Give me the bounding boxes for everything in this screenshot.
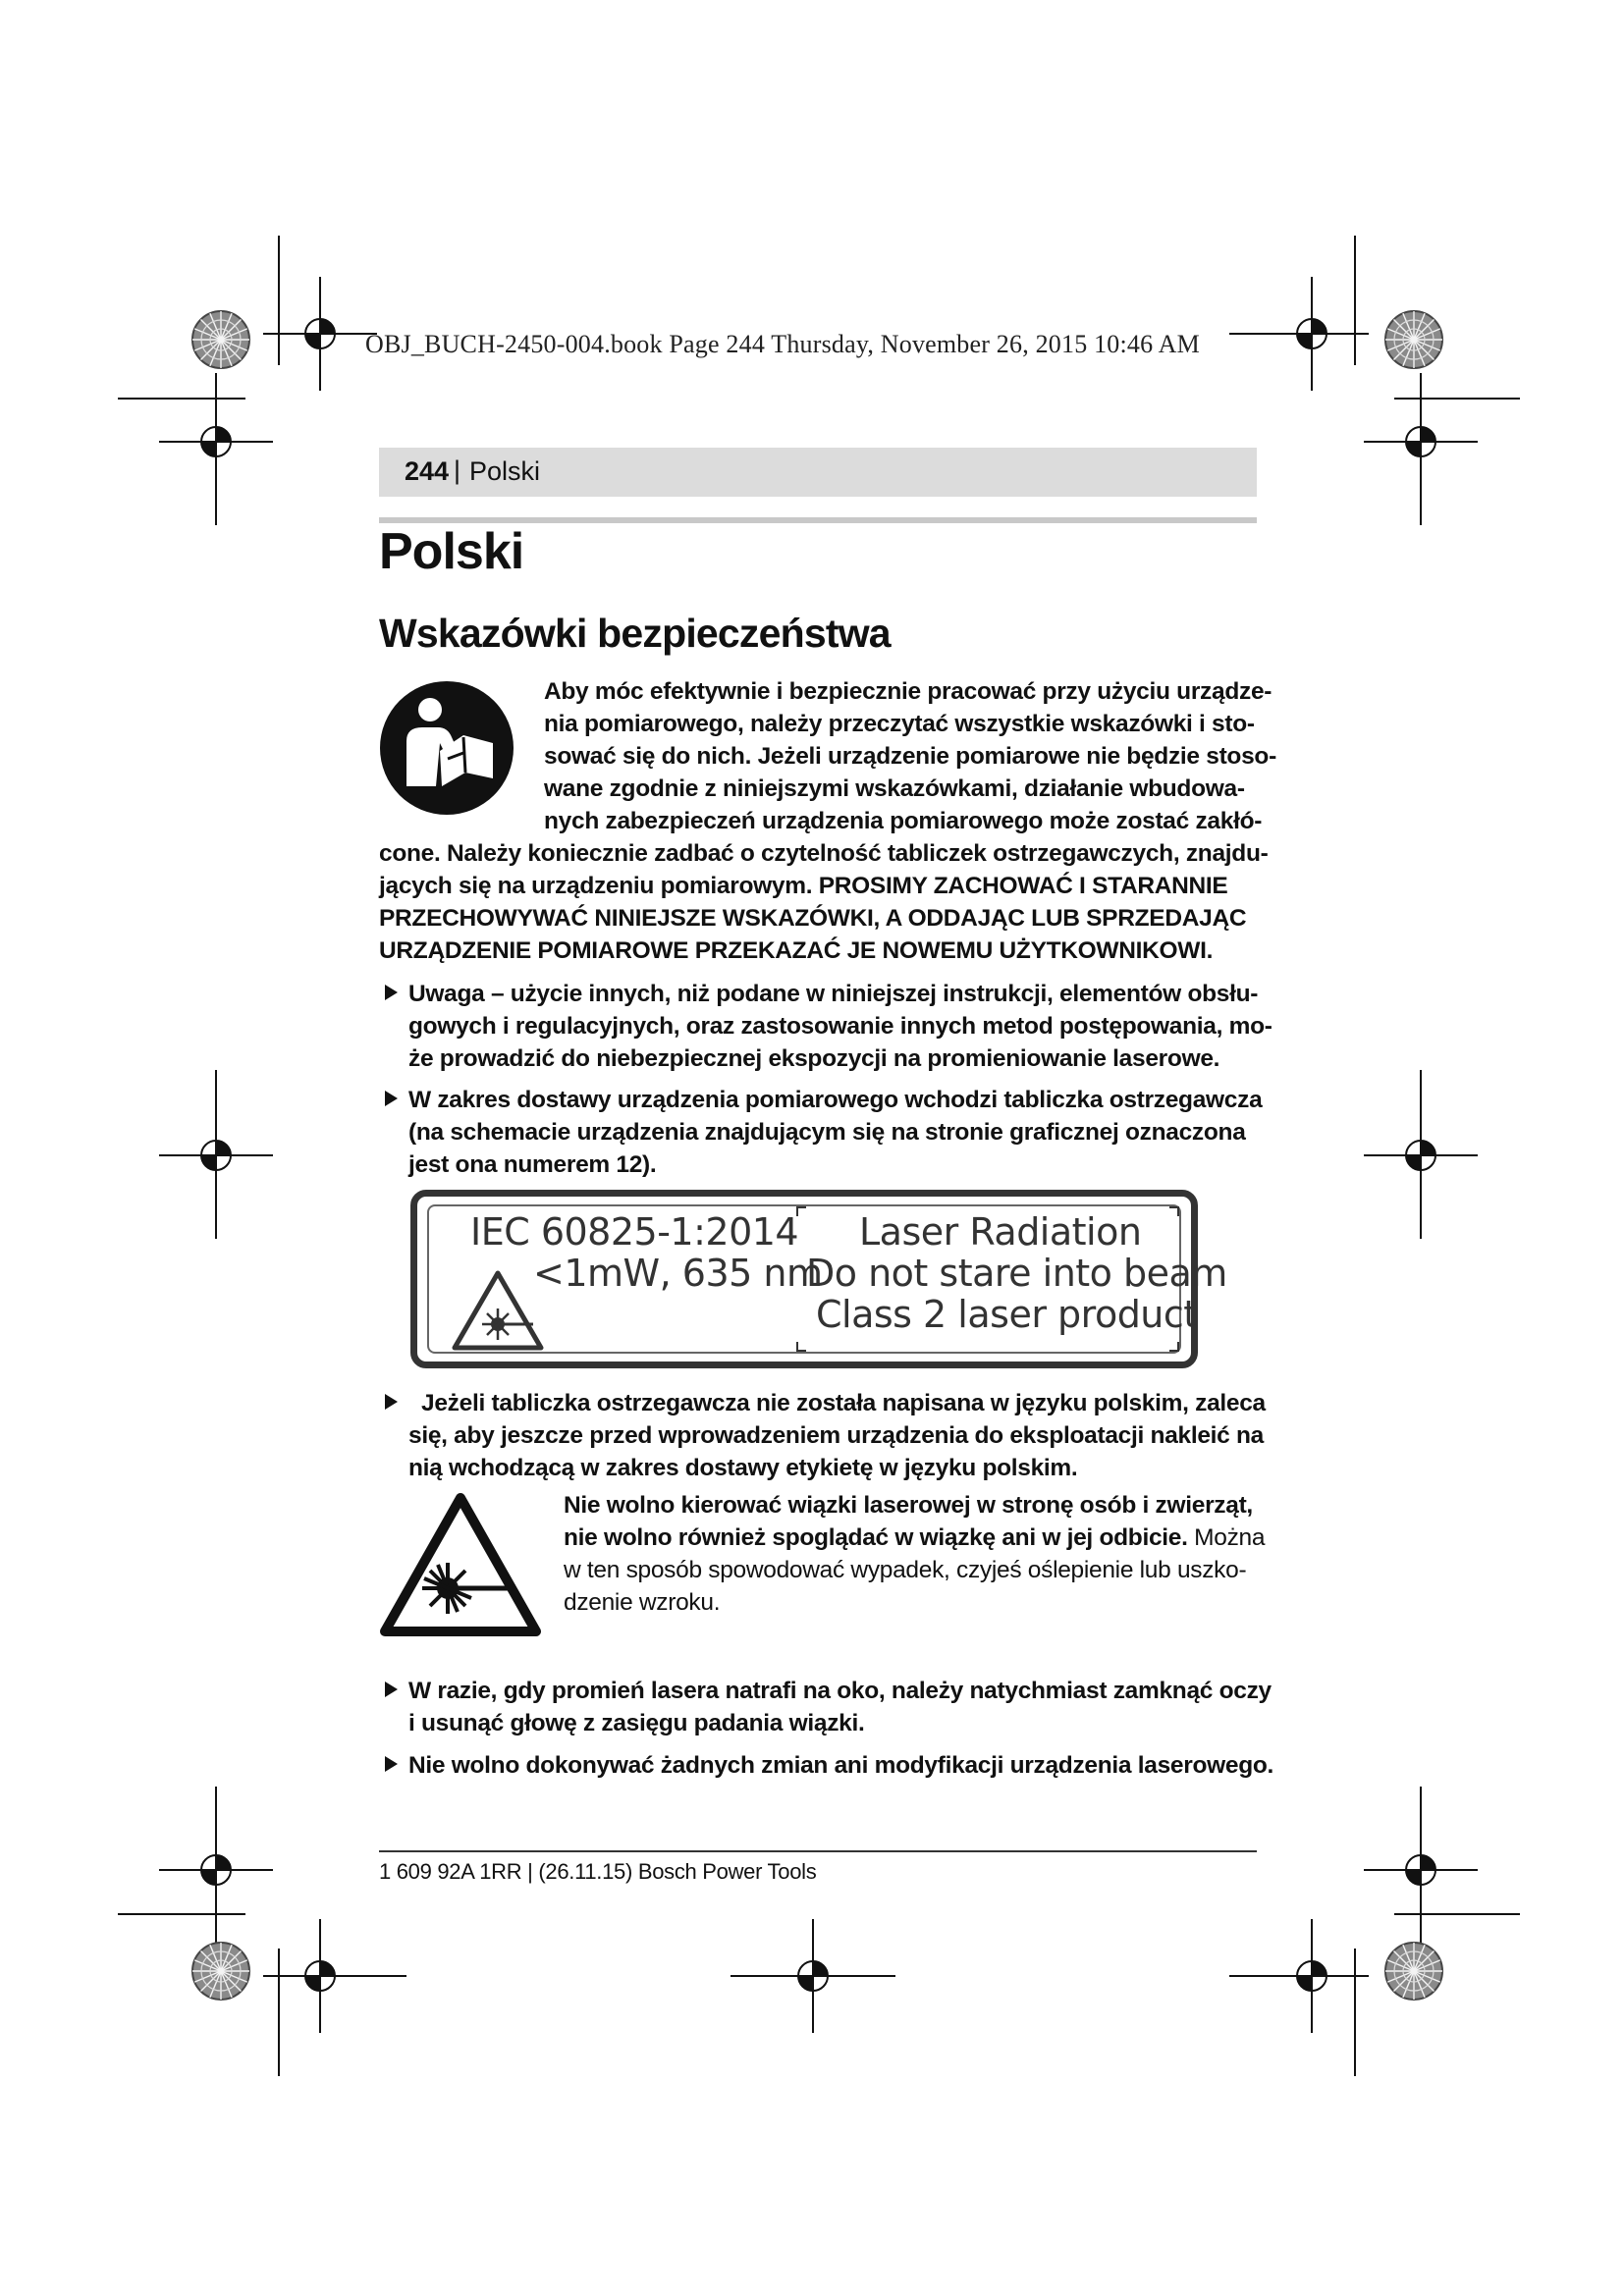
bullet-line: się, aby jeszcze przed wprowadzeniem urządzenia do eksploatacji nakleić na — [408, 1422, 1265, 1449]
bullet-line: gowych i regulacyjnych, oraz zastosowanie innych metod postępowania, mo- — [408, 1013, 1272, 1040]
intro-line: cone. Należy koniecznie zadbać o czytelność tabliczek ostrzegawczych, znajdu- — [379, 840, 1269, 867]
laser-warning-text — [564, 1489, 1271, 1619]
laser-warning-label — [410, 1190, 1227, 1368]
bullet-line: i usunąć głowę z zasięgu padania wiązki. — [408, 1710, 865, 1736]
bullet-arrow-icon — [385, 1394, 398, 1410]
footer-rule — [379, 1850, 1257, 1852]
print-header: OBJ_BUCH-2450-004.book Page 244 Thursday, November 26, 2015 10:46 AM — [365, 330, 1200, 358]
laser-hazard-icon — [451, 1269, 545, 1352]
bullet-arrow-icon — [385, 1091, 398, 1106]
bullet-item — [385, 978, 1272, 1075]
bullet-line: Nie wolno dokonywać żadnych zmian ani modyfikacji urządzenia laserowego. — [408, 1752, 1274, 1779]
intro-line: nia pomiarowego, należy przeczytać wszystkie wskazówki i sto- — [544, 711, 1255, 737]
warning-line: Nie wolno kierować wiązki laserowej w stronę osób i zwierząt, — [564, 1492, 1253, 1519]
bullet-arrow-icon — [385, 1682, 398, 1697]
bullet-item — [385, 1675, 1272, 1739]
label-line-2: Do not stare into beam — [806, 1252, 1227, 1295]
intro-paragraph — [379, 675, 1276, 967]
bullet-item — [385, 1084, 1269, 1181]
warning-line: w ten sposób spowodować wypadek, czyjeś oślepienie lub uszko- — [564, 1557, 1247, 1583]
intro-line: Aby móc efektywnie i bezpiecznie pracować przy użyciu urządze- — [544, 678, 1272, 705]
label-corner-mark — [1169, 1342, 1179, 1352]
section-heading: Wskazówki bezpieczeństwa — [379, 611, 891, 656]
warning-line-normal: Można — [1187, 1524, 1266, 1551]
bullet-line: W razie, gdy promień lasera natrafi na oko, należy natychmiast zamknąć oczy — [408, 1678, 1272, 1704]
intro-line: jących się na urządzeniu pomiarowym. PROSIMY ZACHOWAĆ I STARANNIE — [379, 873, 1228, 899]
label-corner-mark — [796, 1206, 806, 1216]
label-standard: IEC 60825-1:2014 — [470, 1210, 799, 1254]
label-line-3: Class 2 laser product — [816, 1293, 1198, 1336]
bullet-line: nią wchodzącą w zakres dostawy etykietę w języku polskim. — [408, 1455, 1078, 1481]
bullet-arrow-icon — [385, 985, 398, 1000]
section-name: Polski — [469, 456, 541, 486]
bullet-item — [385, 1387, 1269, 1484]
label-power: <1mW, 635 nm — [533, 1252, 823, 1295]
intro-line: wane zgodnie z niniejszymi wskazówkami, działanie wbudowa- — [544, 775, 1245, 802]
label-line-1: Laser Radiation — [859, 1210, 1142, 1254]
intro-line: sować się do nich. Jeżeli urządzenie pomiarowe nie będzie stoso- — [544, 743, 1276, 770]
bullet-line: Jeżeli tabliczka ostrzegawcza nie została napisana w języku polskim, zaleca — [408, 1390, 1266, 1416]
intro-line: URZĄDZENIE POMIAROWE PRZEKAZAĆ JE NOWEMU UŻYTKOWNIKOWI. — [379, 937, 1214, 964]
warning-line-bold: nie wolno również spoglądać w wiązkę ani w jej odbicie. — [564, 1524, 1188, 1551]
intro-line: PRZECHOWYWAĆ NINIEJSZE WSKAZÓWKI, A ODDAJĄC LUB SPRZEDAJĄC — [379, 905, 1247, 932]
bullet-line: jest ona numerem 12). — [408, 1151, 657, 1178]
bullet-arrow-icon — [385, 1756, 398, 1772]
laser-warning-icon — [379, 1492, 542, 1637]
label-corner-mark — [1169, 1206, 1179, 1216]
bullet-line: że prowadzić do niebezpiecznej ekspozycji na promieniowanie laserowe. — [408, 1045, 1220, 1072]
footer-text: 1 609 92A 1RR | (26.11.15) Bosch Power Tools — [379, 1859, 817, 1884]
page-number: 244 — [405, 456, 450, 486]
label-corner-mark — [796, 1342, 806, 1352]
bullet-line: (na schemacie urządzenia znajdującym się na stronie graficznej oznaczona — [408, 1119, 1246, 1146]
bullet-line: W zakres dostawy urządzenia pomiarowego wchodzi tabliczka ostrzegawcza — [408, 1087, 1263, 1113]
intro-line: nych zabezpieczeń urządzenia pomiarowego może zostać zakłó- — [544, 808, 1263, 834]
page-bar-separator: | — [454, 455, 461, 485]
bullet-line: Uwaga – użycie innych, niż podane w niniejszej instrukcji, elementów obsłu- — [408, 981, 1259, 1007]
page-bar — [379, 448, 1257, 497]
page-title: Polski — [379, 523, 524, 580]
warning-line: dzenie wzroku. — [564, 1589, 721, 1616]
bullet-item — [385, 1749, 1274, 1782]
